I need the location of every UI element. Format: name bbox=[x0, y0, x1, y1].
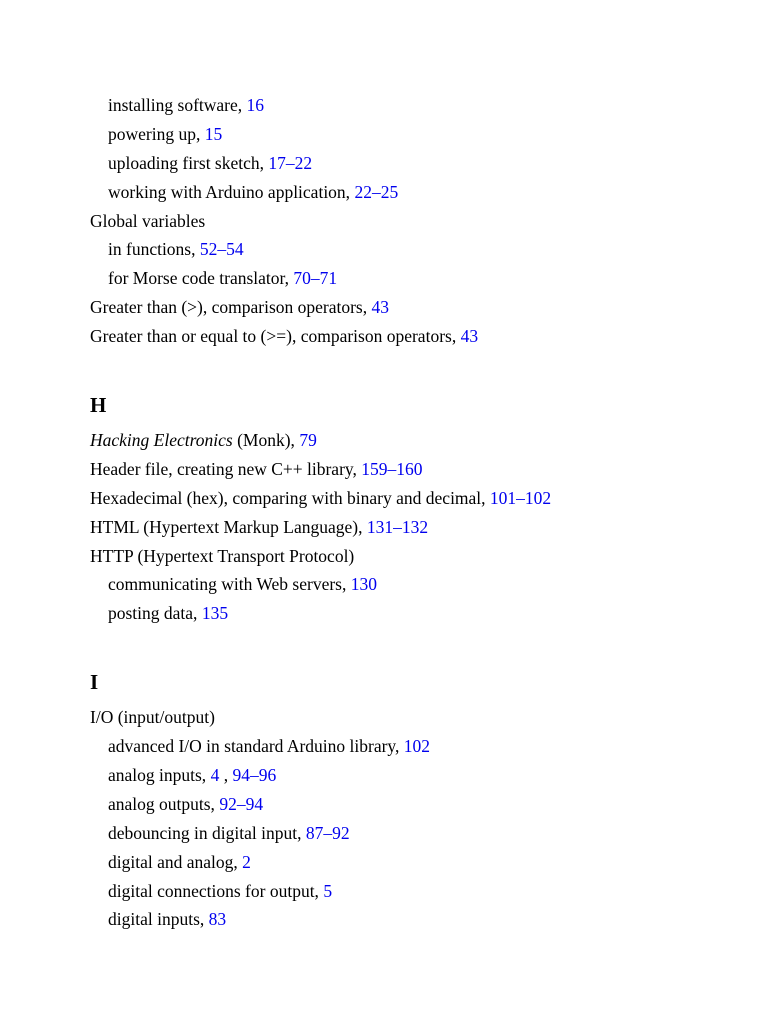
page-reference-link[interactable]: 16 bbox=[246, 95, 265, 115]
section-spacer bbox=[90, 628, 730, 670]
entry-text: digital and analog, bbox=[108, 851, 243, 872]
section-heading: I bbox=[90, 670, 99, 695]
page-reference-link[interactable]: 130 bbox=[350, 574, 377, 595]
book-title: Hacking Electronics bbox=[90, 430, 233, 451]
page-reference-link[interactable]: 131–132 bbox=[366, 516, 429, 537]
entry-text: installing software, bbox=[108, 95, 247, 115]
entry-text: HTML (Hypertext Markup Language), bbox=[90, 516, 367, 537]
entry-text: Greater than or equal to (>=), comparison operators, bbox=[90, 326, 461, 347]
entry-text: digital connections for output, bbox=[108, 880, 324, 901]
index-subentry bbox=[90, 848, 730, 877]
index-entry bbox=[90, 293, 730, 322]
index-entry bbox=[90, 484, 730, 513]
entry-text: Global variables bbox=[90, 210, 206, 231]
index-entry bbox=[90, 542, 730, 571]
index-subentry bbox=[90, 599, 730, 628]
page-reference-link[interactable]: 52–54 bbox=[199, 239, 244, 260]
index-subentry bbox=[90, 732, 730, 761]
page-reference-link[interactable]: 102 bbox=[403, 736, 431, 757]
entry-text: digital inputs, bbox=[108, 909, 209, 930]
entry-text: Hexadecimal (hex), comparing with binary and decimal, bbox=[90, 487, 490, 508]
index-subentry bbox=[90, 570, 730, 599]
page-reference-link[interactable]: 22–25 bbox=[354, 181, 399, 202]
page-reference-link[interactable]: 159–160 bbox=[361, 458, 423, 479]
page-reference-link[interactable]: 79 bbox=[299, 430, 317, 451]
page-reference-link[interactable]: 101–102 bbox=[489, 487, 552, 508]
index-subentry bbox=[90, 149, 730, 178]
entry-text: for Morse code translator, bbox=[108, 268, 294, 289]
index-entry bbox=[90, 322, 730, 351]
page-reference-link[interactable]: 70–71 bbox=[293, 268, 338, 289]
entry-text: (Monk), bbox=[232, 430, 300, 451]
page-reference-link[interactable]: 15 bbox=[204, 123, 223, 144]
index-entry bbox=[90, 703, 730, 732]
index-entry bbox=[90, 513, 730, 542]
entry-text: HTTP (Hypertext Transport Protocol) bbox=[90, 545, 355, 566]
entry-text: powering up, bbox=[108, 123, 205, 144]
entry-text: communicating with Web servers, bbox=[108, 574, 351, 595]
page-reference-link[interactable]: 94–96 bbox=[232, 765, 277, 786]
index-subentry bbox=[90, 877, 730, 906]
page-reference-link[interactable]: 83 bbox=[208, 909, 227, 930]
index-subentry bbox=[90, 761, 730, 790]
section-spacer bbox=[90, 351, 730, 393]
entry-text: in functions, bbox=[108, 239, 200, 260]
index-entry bbox=[90, 426, 730, 455]
section-heading: H bbox=[90, 393, 107, 418]
entry-text: analog outputs, bbox=[108, 793, 220, 814]
entry-text: advanced I/O in standard Arduino library, bbox=[108, 736, 404, 757]
index-subentry bbox=[90, 819, 730, 848]
entry-text: analog inputs, bbox=[108, 765, 211, 786]
index-subentry bbox=[90, 790, 730, 819]
index-subentry bbox=[90, 178, 730, 207]
index-subentry bbox=[90, 264, 730, 293]
index-subentry bbox=[90, 905, 730, 934]
page-reference-link[interactable]: 2 bbox=[242, 851, 251, 872]
entry-text: Header file, creating new C++ library, bbox=[90, 458, 362, 479]
page-reference-link[interactable]: 87–92 bbox=[305, 822, 350, 843]
entry-text: uploading first sketch, bbox=[108, 152, 269, 173]
index-page bbox=[90, 91, 730, 934]
page-reference-link[interactable]: 43 bbox=[371, 297, 389, 318]
page-reference-link[interactable]: 135 bbox=[201, 603, 229, 624]
page-reference-link[interactable]: 17–22 bbox=[268, 152, 313, 173]
page-reference-link[interactable]: 92–94 bbox=[219, 793, 264, 814]
index-subentry bbox=[90, 91, 730, 120]
entry-text: posting data, bbox=[108, 603, 202, 624]
index-entry bbox=[90, 455, 730, 484]
index-entry bbox=[90, 207, 730, 236]
entry-text: I/O (input/output) bbox=[90, 707, 215, 728]
link-separator: , bbox=[219, 765, 233, 786]
index-subentry bbox=[90, 120, 730, 149]
index-subentry bbox=[90, 235, 730, 264]
entry-text: debouncing in digital input, bbox=[108, 822, 306, 843]
page-reference-link[interactable]: 5 bbox=[323, 880, 333, 901]
entry-text: working with Arduino application, bbox=[108, 181, 355, 202]
page-reference-link[interactable]: 4 bbox=[210, 765, 220, 786]
page-reference-link[interactable]: 43 bbox=[460, 326, 479, 347]
entry-text: Greater than (>), comparison operators, bbox=[90, 297, 372, 318]
